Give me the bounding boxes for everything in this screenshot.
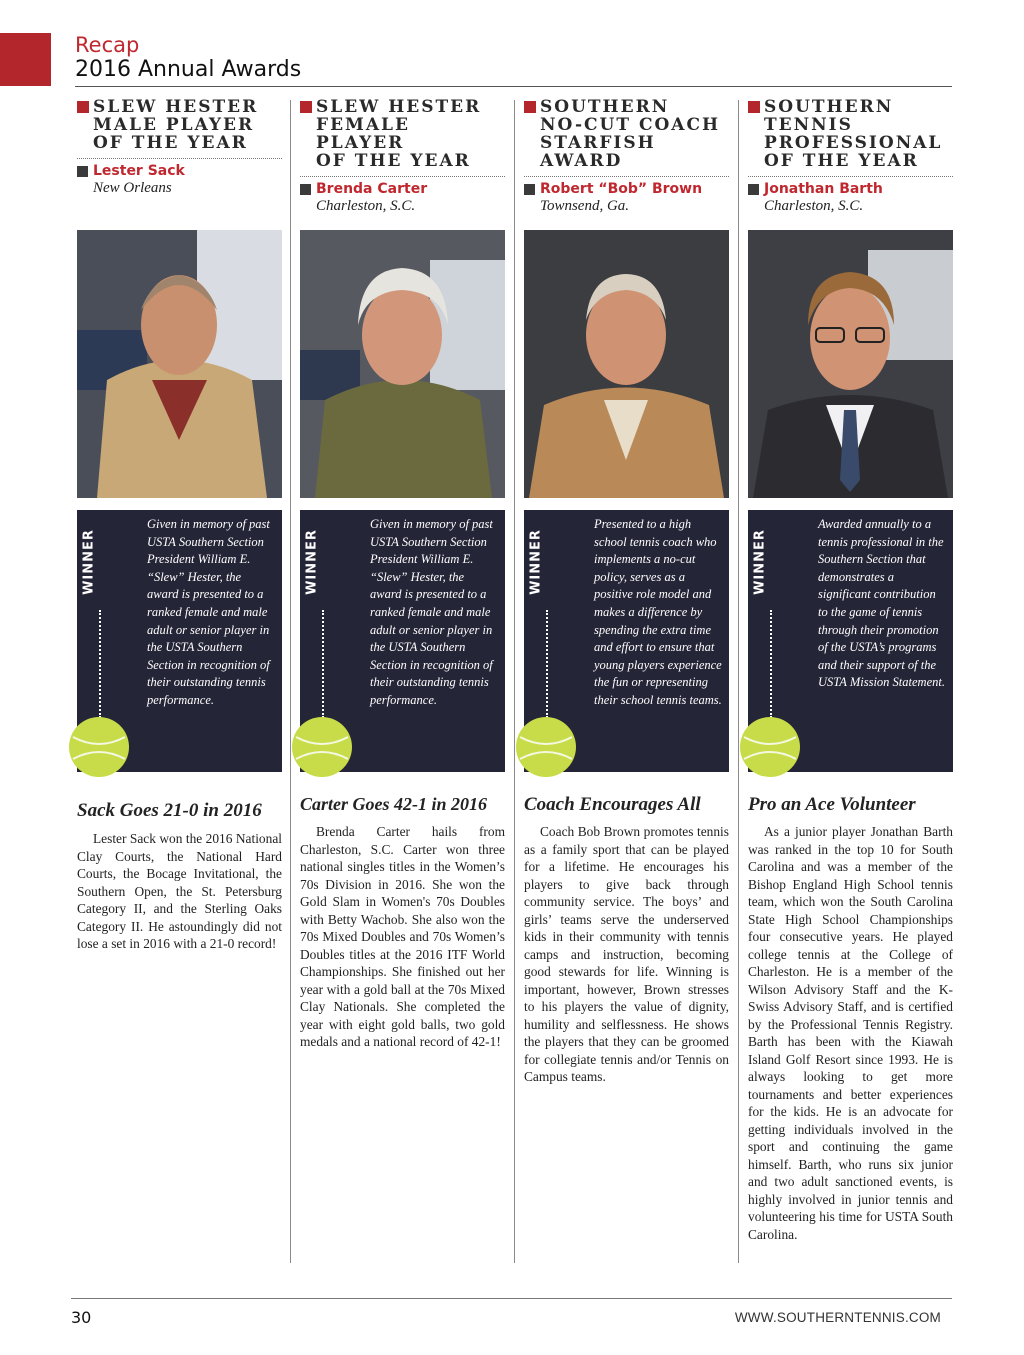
award-description: Awarded annually to a tennis professional in the Southern Section that demonstrates a significant contribution to the game of tennis through their promotion of the USTA’s programs and their support of the USTA Mission Statement. (818, 517, 945, 690)
dotted-divider (524, 176, 729, 177)
dotted-divider (300, 176, 505, 177)
story-body: Coach Bob Brown promotes tennis as a family sport that can be played for a lifetime. He encourages his players to give back through community service. The boys’ and girls’ teams serve the underserved kids in their community with tennis camps and instruction, becoming good stewards for life. Winning is important, however, Brown stresses to his players the value of dignity, humility and selflessness. He shows the players that they can be groomed for collegiate tennis and/or Tennis on Campus teams. (524, 824, 729, 1084)
column-divider (738, 100, 739, 1263)
winner-name: Robert “Bob” Brown (524, 181, 729, 198)
column-divider (290, 100, 291, 1263)
winner-label: WINNER (304, 529, 320, 595)
winner-label: WINNER (752, 529, 768, 595)
page-title: 2016 Annual Awards (75, 57, 302, 82)
dotted-divider (748, 176, 953, 177)
story-body: Brenda Carter hails from Charleston, S.C. Carter won three national singles titles in the Women’s 70s Division in 2016. She won the Gold Slam in Women's 70s Doubles with Betty Wachob. She also won the 70s Mixed Doubles and 70s Women’s Doubles titles at the 2016 ITF World Championships. She finished out her year with a gold ball at the 70s Mixed Clay Nationals. She completed the year with eight gold balls, two gold medals and a national record of 42-1! (300, 824, 505, 1049)
winner-photo-lester-sack (77, 230, 282, 498)
story-headline: Coach Encourages All (524, 794, 701, 815)
story-body: Lester Sack won the 2016 National Clay Courts, the National Hard Courts, the Bocage Invitational, the Southern Open, the St. Petersburg Category II, and the Sterling Oaks Category II. He astoundingly did not lose a set in 2016 with a 21-0 record! (77, 831, 282, 951)
award-title: SLEW HESTER FEMALE PLAYER OF THE YEAR (300, 98, 505, 170)
winner-photo-robert-brown (524, 230, 729, 498)
red-square-bullet (300, 101, 312, 113)
website-url[interactable]: WWW.SOUTHERNTENNIS.COM (734, 1310, 941, 1325)
red-square-bullet (77, 101, 89, 113)
column-divider (514, 100, 515, 1263)
award-header-tennis-professional (748, 98, 953, 215)
page-number: 30 (71, 1308, 92, 1327)
winner-label: WINNER (528, 529, 544, 595)
winner-description-box (77, 510, 282, 772)
section-label: Recap (75, 33, 140, 57)
red-square-bullet (524, 101, 536, 113)
footer-divider (71, 1298, 952, 1299)
winner-photo-jonathan-barth (748, 230, 953, 498)
header-divider (75, 86, 952, 87)
award-description: Presented to a high school tennis coach who implements a no-cut policy, serves as a positive role model and makes a difference by spending the extra time and effort to ensure that young players experience the fun or representing their school tennis teams. (594, 517, 722, 707)
square-bullet (300, 184, 311, 195)
story-headline: Sack Goes 21-0 in 2016 (77, 800, 262, 821)
tennis-ball-icon (514, 715, 578, 779)
winner-description-box (524, 510, 729, 772)
square-bullet (748, 184, 759, 195)
award-header-female-player (300, 98, 505, 215)
tennis-ball-icon (290, 715, 354, 779)
winner-description-box (748, 510, 953, 772)
award-title: SOUTHERN TENNIS PROFESSIONAL OF THE YEAR (748, 98, 953, 170)
winner-description-box (300, 510, 505, 772)
award-title: SLEW HESTER MALE PLAYER OF THE YEAR (77, 98, 282, 152)
dotted-line (99, 610, 101, 718)
tennis-ball-icon (738, 715, 802, 779)
story-body: As a junior player Jonathan Barth was ranked in the top 10 for South Carolina and was a member of the Bishop England High School tennis team, which won the South Carolina State High School Championships four consecutive years. He played college tennis at the College of Charleston. He is a member of the Wilson Advisory Staff and the K-Swiss Advisory Staff, and is certified by the Professional Tennis Registry. Barth has been with the Kiawah Island Golf Resort since 1993. He is always looking to get more tournaments and better experiences for the kids. He is an advocate for getting individuals involved in the sport and continuing the game himself. Barth, who runs six junior and two adult sanctioned events, is highly involved in junior tennis and volunteering his time for USTA South Carolina. (748, 824, 953, 1242)
winner-location: Charleston, S.C. (764, 198, 864, 214)
dotted-line (546, 610, 548, 718)
award-header-male-player (77, 98, 282, 197)
winner-location: Charleston, S.C. (316, 198, 416, 214)
square-bullet (77, 166, 88, 177)
award-title: SOUTHERN NO-CUT COACH STARFISH AWARD (524, 98, 729, 170)
dotted-line (322, 610, 324, 718)
award-header-no-cut-coach (524, 98, 729, 215)
winner-label: WINNER (81, 529, 97, 595)
winner-name: Lester Sack (77, 163, 282, 180)
story-headline: Pro an Ace Volunteer (748, 794, 916, 815)
winner-name: Brenda Carter (300, 181, 505, 198)
winner-photo-brenda-carter (300, 230, 505, 498)
winner-location: Townsend, Ga. (540, 198, 630, 214)
section-color-block (0, 33, 51, 86)
winner-location: New Orleans (93, 180, 172, 196)
red-square-bullet (748, 101, 760, 113)
tennis-ball-icon (67, 715, 131, 779)
dotted-line (770, 610, 772, 718)
square-bullet (524, 184, 535, 195)
award-description: Given in memory of past USTA Southern Section President William E. “Slew” Hester, the award is presented to a ranked female and male adult or senior player in the USTA Southern Section in recognition of their outstanding tennis performance. (370, 517, 493, 707)
dotted-divider (77, 158, 282, 159)
award-description: Given in memory of past USTA Southern Section President William E. “Slew” Hester, the award is presented to a ranked female and male adult or senior player in the USTA Southern Section in recognition of their outstanding tennis performance. (147, 517, 270, 707)
winner-name: Jonathan Barth (748, 181, 953, 198)
story-headline: Carter Goes 42-1 in 2016 (300, 794, 488, 814)
